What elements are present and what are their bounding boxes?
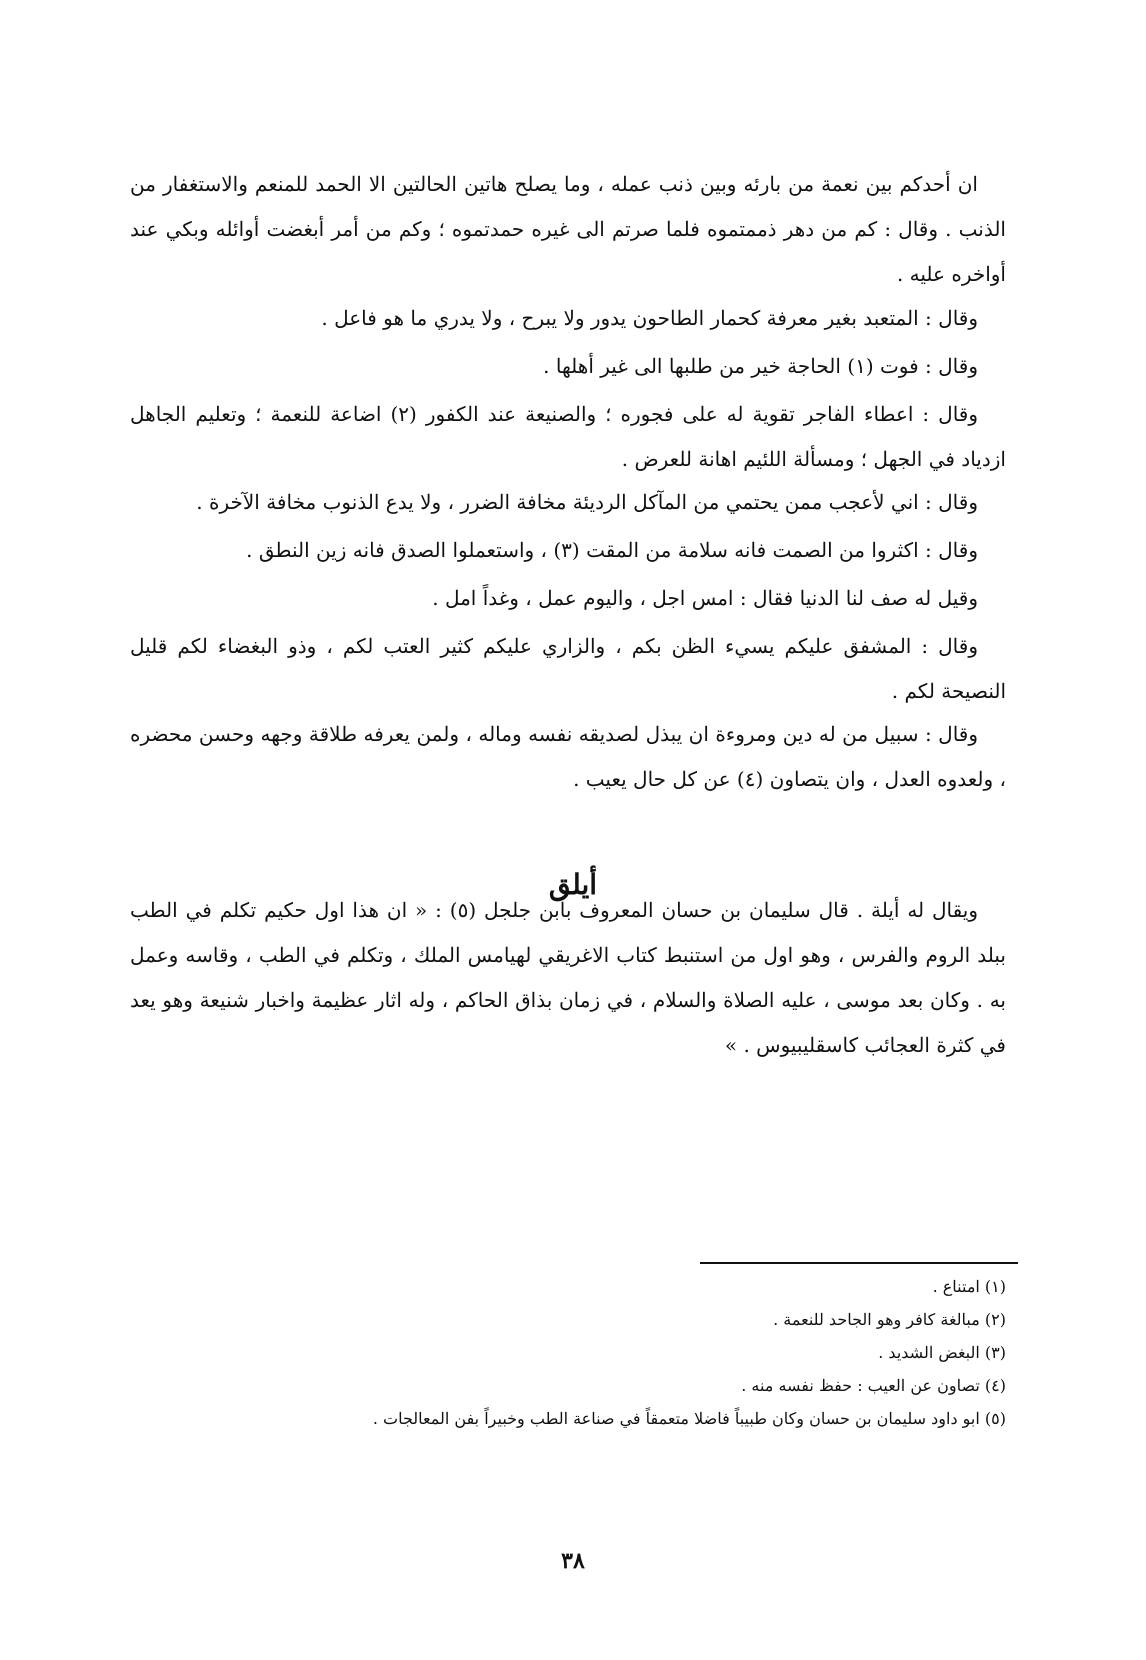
page-number: ٣٨ <box>561 1548 585 1574</box>
footnote-divider <box>700 1262 1018 1264</box>
paragraph-9: وقال : سبيل من له دين ومروءة ان يبذل لصديقه نفسه وماله ، ولمن يعرفه طلاقة وجهه وحسن محضره ، ولعدوه العدل ، وان يتصاون (٤) عن كل حال يعيب . <box>130 722 1006 791</box>
footnote-1: (١) امتناع . <box>932 1277 1006 1296</box>
paragraph-4: وقال : اعطاء الفاجر تقوية له على فجوره ؛ والصنيعة عند الكفور (٢) اضاعة للنعمة ؛ وتعليم الجاهل ازدياد في الجهل ؛ ومسألة اللئيم اهانة للعرض . <box>130 402 1006 471</box>
paragraph-7: وقيل له صف لنا الدنيا فقال : امس اجل ، واليوم عمل ، وغداً امل . <box>432 586 978 610</box>
paragraph-8: وقال : المشفق عليكم يسيء الظن بكم ، والزاري عليكم كثير العتب لكم ، وذو البغضاء لكم قليل النصيحة لكم . <box>130 634 1006 703</box>
footnote-2: (٢) مبالغة كافر وهو الجاحد للنعمة . <box>773 1310 1006 1329</box>
paragraph-1: ان أحدكم بين نعمة من بارئه وبين ذنب عمله ، وما يصلح هاتين الحالتين الا الحمد للمنعم والاستغفار من الذنب . وقال : كم من دهر ذممتموه فلما صرتم الى غيره حمدتموه ؛ وكم من أمر أبغضت أوائله وبكي عند أواخره عليه . <box>130 172 1006 286</box>
section-paragraph: ويقال له أيلة . قال سليمان بن حسان المعروف بابن جلجل (٥) : « ان هذا اول حكيم تكلم في الطب ببلد الروم والفرس ، وهو اول من استنبط كتاب الاغريقي لهيامس الملك ، وتكلم في الطب ، وقاسه وعمل به . وكان بعد موسى ، عليه الصلاة والسلام ، في زمان بذاق الحاكم ، وله اثار عظيمة واخبار شنيعة وهو يعد في كثرة العجائب كاسقليبيوس . » <box>130 898 1006 1057</box>
footnote-5: (٥) ابو داود سليمان بن حسان وكان طبيباً فاضلا متعمقاً في صناعة الطب وخبيراً بفن المعالجات . <box>372 1409 1006 1428</box>
paragraph-3: وقال : فوت (١) الحاجة خير من طلبها الى غير أهلها . <box>543 354 978 378</box>
footnote-3: (٣) البغض الشديد . <box>878 1343 1006 1362</box>
paragraph-5: وقال : اني لأعجب ممن يحتمي من المآكل الرديئة مخافة الضرر ، ولا يدع الذنوب مخافة الآخرة . <box>196 490 978 514</box>
section-heading: أيلق <box>548 868 598 901</box>
footnotes <box>130 1270 1006 1435</box>
paragraph-6: وقال : اكثروا من الصمت فانه سلامة من المقت (٣) ، واستعملوا الصدق فانه زين النطق . <box>246 538 978 562</box>
footnote-4: (٤) تصاون عن العيب : حفظ نفسه منه . <box>741 1376 1006 1395</box>
paragraph-2: وقال : المتعبد بغير معرفة كحمار الطاحون يدور ولا يبرح ، ولا يدري ما هو فاعل . <box>321 306 978 330</box>
